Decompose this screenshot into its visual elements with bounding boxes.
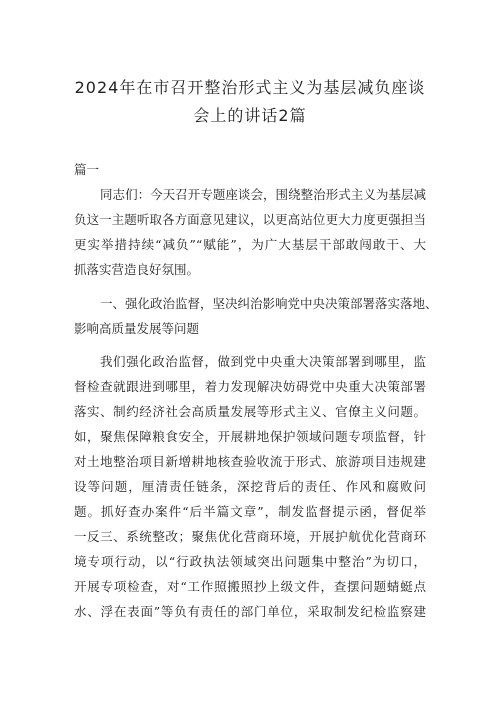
section-heading-line: 影响高质量发展等问题	[74, 321, 200, 336]
body-line: 我们强化政治监督，做到党中央重大决策部署到哪里，监	[100, 354, 426, 369]
body-line: 更实举措持续“减负”“赋能”，为广大基层干部敢闯敢干、大	[74, 237, 426, 252]
document-title	[60, 74, 440, 130]
body-line: 督检查就跟进到哪里，着力发现解决妨碍党中央重大决策部署	[74, 379, 426, 394]
title-line-1: 2024年在市召开整治形式主义为基层减负座谈	[74, 78, 426, 97]
body-line: 落实、制约经济社会高质量发展等形式主义、官僚主义问题。	[74, 404, 426, 419]
body-line: 境专项行动，以“行政执法领域突出问题集中整治”为切口，	[74, 554, 426, 569]
body-line: 同志们：今天召开专题座谈会，围绕整治形式主义为基层减	[100, 187, 426, 202]
title-line-2: 会上的讲话2篇	[193, 106, 307, 125]
body-line: 对土地整治项目新增耕地核查验收流于形式、旅游项目违规建	[74, 454, 426, 469]
body-line: 负这一主题听取各方面意见建议，以更高站位更大力度更强担当	[74, 212, 426, 227]
body-line: 如，聚焦保障粮食安全，开展耕地保护领域问题专项监督，针	[74, 429, 426, 444]
body-line: 设等问题，厘清责任链条，深挖背后的责任、作风和腐败问	[74, 479, 426, 494]
body-line: 开展专项检查，对“工作照搬照抄上级文件，查摆问题蜻蜓点	[74, 579, 426, 594]
body-line: 抓落实营造良好氛围。	[74, 262, 200, 277]
section-label: 篇一	[74, 162, 100, 177]
body-line: 题。抓好查办案件“后半篇文章”，制发监督提示函，督促举	[74, 504, 426, 519]
body-line: 水、浮在表面”等负有责任的部门单位，采取制发纪检监察建	[74, 604, 426, 619]
body-line: 一反三、系统整改；聚焦优化营商环境，开展护航优化营商环	[74, 529, 426, 544]
section-heading-line: 一、强化政治监督，坚决纠治影响党中央决策部署落实落地、	[100, 296, 438, 311]
